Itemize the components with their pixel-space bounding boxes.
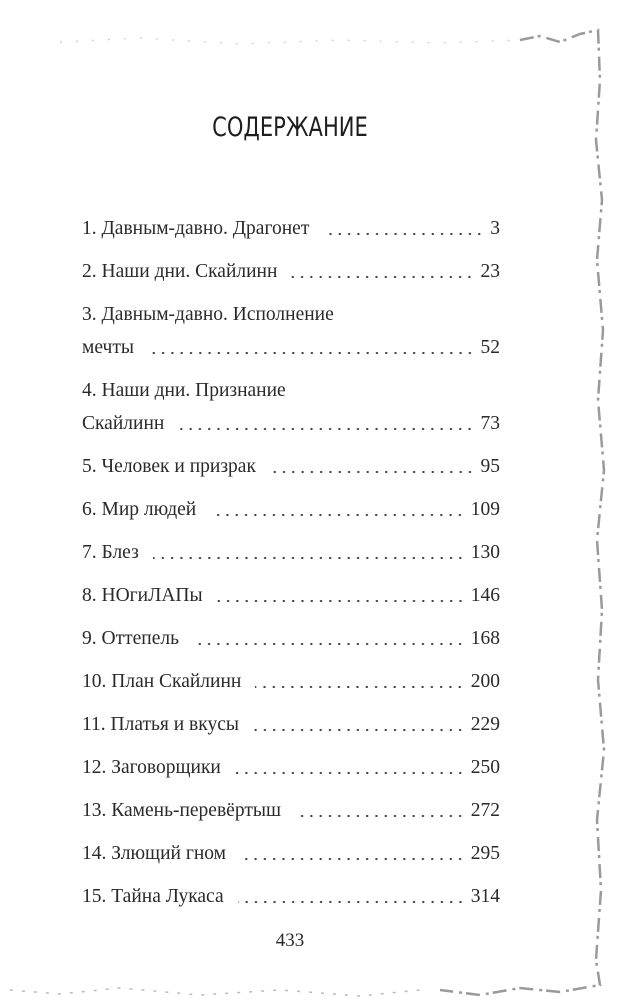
- dot-leader: [235, 771, 465, 775]
- toc-entry-line: [82, 880, 500, 913]
- chapter-title: 6. Мир людей: [82, 499, 197, 520]
- chapter-title: 7. Блез: [82, 542, 139, 563]
- dot-leader: [323, 232, 484, 236]
- chapter-title: 4. Наши дни. Признание: [82, 380, 286, 401]
- chapter-title: 2. Наши дни. Скайлинн: [82, 261, 278, 282]
- toc-entry[interactable]: [82, 374, 500, 440]
- chapter-page-number: 272: [470, 800, 500, 821]
- toc-entry-line: [82, 374, 500, 407]
- toc-entry[interactable]: [82, 880, 500, 913]
- chapter-title: 12. Заговорщики: [82, 757, 221, 778]
- toc-entry[interactable]: [82, 579, 500, 612]
- chapter-page-number: 130: [470, 542, 500, 563]
- toc-entry[interactable]: [82, 493, 500, 526]
- dot-leader: [270, 470, 475, 474]
- toc-entry-line: [82, 536, 500, 569]
- chapter-page-number: 229: [470, 714, 500, 735]
- chapter-title: Скайлинн: [82, 413, 165, 434]
- chapter-page-number: 23: [480, 261, 500, 282]
- dot-leader: [240, 857, 465, 861]
- chapter-page-number: 52: [480, 337, 500, 358]
- dot-leader: [193, 642, 465, 646]
- chapter-title: 1. Давным-давно. Драгонет: [82, 218, 310, 239]
- toc-entry[interactable]: [82, 794, 500, 827]
- toc-entry-line: [82, 708, 500, 741]
- toc-entry[interactable]: [82, 665, 500, 698]
- toc-entry[interactable]: [82, 255, 500, 288]
- dot-leader: [178, 427, 474, 431]
- toc-entry[interactable]: [82, 622, 500, 655]
- chapter-page-number: 73: [480, 413, 500, 434]
- chapter-page-number: 314: [470, 886, 500, 907]
- dot-leader: [153, 556, 465, 560]
- chapter-page-number: 250: [470, 757, 500, 778]
- table-of-contents: [82, 212, 500, 923]
- toc-entry[interactable]: [82, 536, 500, 569]
- toc-entry[interactable]: [82, 298, 500, 364]
- toc-entry[interactable]: [82, 212, 500, 245]
- toc-entry-line: [82, 407, 500, 440]
- dot-leader: [255, 685, 464, 689]
- toc-entry[interactable]: [82, 708, 500, 741]
- chapter-title: мечты: [82, 337, 134, 358]
- page-number: 433: [275, 930, 305, 951]
- toc-entry-line: [82, 622, 500, 655]
- toc-entry-line: [82, 493, 500, 526]
- toc-entry-line: [82, 298, 500, 331]
- dot-leader: [238, 900, 465, 904]
- toc-entry-line: [82, 212, 500, 245]
- chapter-page-number: 95: [480, 456, 500, 477]
- toc-entry[interactable]: [82, 751, 500, 784]
- chapter-page-number: 200: [470, 671, 500, 692]
- chapter-title: 14. Злющий гном: [82, 843, 226, 864]
- dot-leader: [291, 275, 474, 279]
- toc-entry-line: [82, 794, 500, 827]
- toc-entry-line: [82, 255, 500, 288]
- chapter-page-number: 109: [470, 499, 500, 520]
- chapter-page-number: 146: [470, 585, 500, 606]
- dot-leader: [217, 599, 465, 603]
- toc-entry-line: [82, 751, 500, 784]
- chapter-title: 15. Тайна Лукаса: [82, 886, 224, 907]
- toc-entry[interactable]: [82, 837, 500, 870]
- dot-leader: [148, 351, 475, 355]
- chapter-title: 13. Камень-перевёртыш: [82, 800, 281, 821]
- toc-entry-line: [82, 331, 500, 364]
- chapter-title: 3. Давным-давно. Исполнение: [82, 304, 334, 325]
- dot-leader: [253, 728, 465, 732]
- dot-leader: [295, 814, 465, 818]
- chapter-title: 8. НОгиЛАПы: [82, 585, 203, 606]
- chapter-title: 9. Оттепель: [82, 628, 179, 649]
- chapter-page-number: 295: [470, 843, 500, 864]
- chapter-title: 10. План Скайлинн: [82, 671, 242, 692]
- dot-leader: [210, 513, 465, 517]
- chapter-title: 5. Человек и призрак: [82, 456, 256, 477]
- chapter-page-number: 168: [470, 628, 500, 649]
- chapter-title: 11. Платья и вкусы: [82, 714, 239, 735]
- toc-entry-line: [82, 837, 500, 870]
- toc-entry-line: [82, 665, 500, 698]
- toc-entry[interactable]: [82, 450, 500, 483]
- chapter-page-number: 3: [490, 218, 500, 239]
- page-title: СОДЕРЖАНИЕ: [212, 112, 368, 143]
- toc-entry-line: [82, 450, 500, 483]
- toc-entry-line: [82, 579, 500, 612]
